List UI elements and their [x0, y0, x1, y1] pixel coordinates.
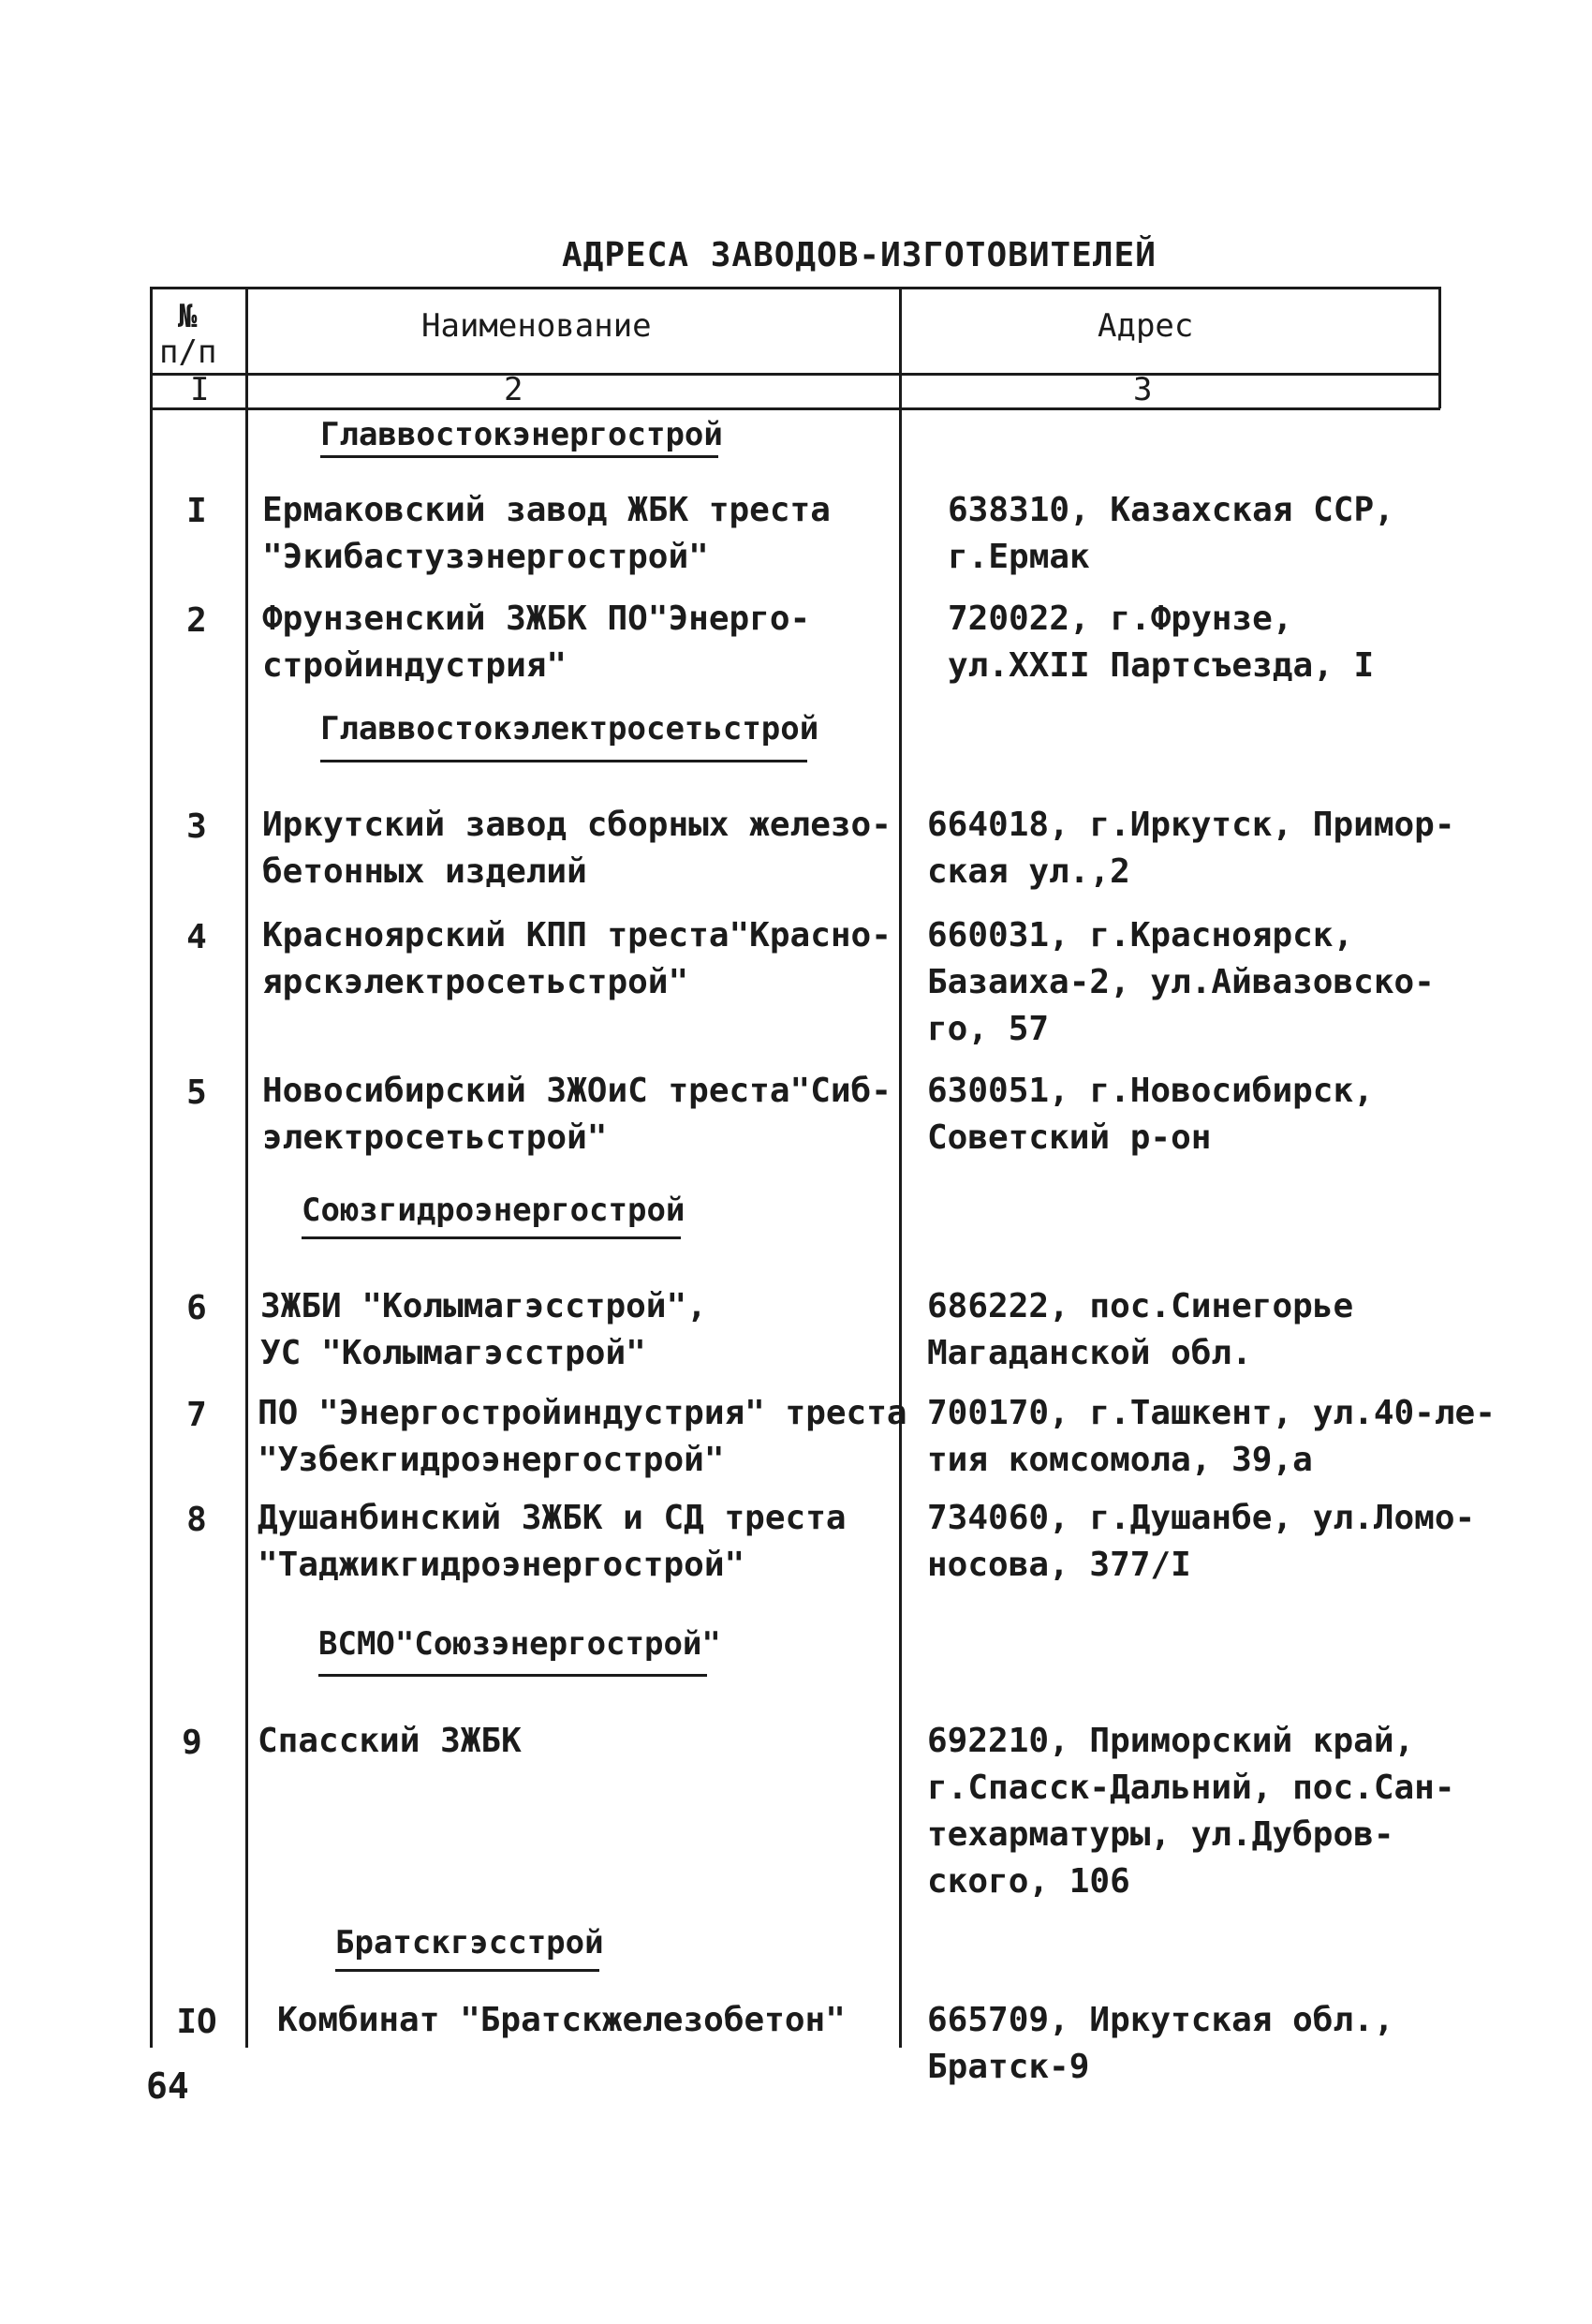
- row-name: Ермаковский завод ЖБК треста "Экибастузэнергострой": [262, 491, 831, 576]
- column-numbers-divider: [153, 407, 1440, 410]
- row-name: Красноярский КПП треста"Красно- ярскэлектросетьстрой": [262, 916, 892, 1001]
- page-number: 64: [146, 2065, 189, 2107]
- row-number: 4: [186, 918, 207, 956]
- row-name: ПО "Энергостройиндустрия" треста "Узбекгидроэнергострой": [258, 1394, 907, 1479]
- group-underline: [320, 760, 807, 762]
- row-name: Душанбинский ЗЖБК и СД треста "Таджикгидроэнергострой": [258, 1499, 847, 1584]
- group-heading: Братскгэсстрой: [335, 1924, 604, 1961]
- row-address: 638310, Казахская ССР, г.Ермак: [948, 491, 1394, 576]
- row-address: 664018, г.Иркутск, Примор- ская ул.,2: [927, 806, 1455, 891]
- row-name: Спасский ЗЖБК: [258, 1722, 522, 1760]
- row-address: 630051, г.Новосибирск, Советский р-он: [927, 1072, 1374, 1157]
- col1-divider: [245, 287, 248, 2048]
- row-name: Комбинат "Братскжелезобетон": [277, 2001, 846, 2039]
- row-number: 5: [186, 1073, 207, 1112]
- row-number: 3: [186, 807, 207, 846]
- row-name: Иркутский завод сборных железо- бетонных изделий: [262, 806, 892, 891]
- row-name: Новосибирский ЗЖОиС треста"Сиб- электросетьстрой": [262, 1072, 892, 1157]
- group-underline: [318, 1674, 707, 1677]
- header-number-top: №: [178, 298, 198, 335]
- header-name: Наименование: [421, 307, 652, 345]
- table-right-border: [1438, 287, 1441, 408]
- row-address: 720022, г.Фрунзе, ул.XXII Партсъезда, I: [948, 600, 1375, 685]
- table-top-border: [153, 287, 1440, 289]
- row-number: IO: [176, 2003, 217, 2041]
- row-address: 734060, г.Душанбе, ул.Ломо- носова, 377/I: [927, 1499, 1476, 1584]
- table-left-border: [150, 287, 153, 2048]
- header-divider: [153, 373, 1440, 376]
- row-address: 692210, Приморский край, г.Спасск-Дальний, пос.Сан- техарматуры, ул.Дубров- ского, 106: [927, 1722, 1455, 1901]
- row-address: 660031, г.Красноярск, Базаиха-2, ул.Айвазовско- го, 57: [927, 916, 1435, 1048]
- document-title: АДРЕСА ЗАВОДОВ-ИЗГОТОВИТЕЛЕЙ: [562, 236, 1157, 274]
- col2-divider: [899, 287, 902, 2048]
- column-number-2: 2: [504, 371, 523, 408]
- header-number-bottom: п/п: [159, 333, 217, 371]
- row-number: 9: [182, 1724, 202, 1762]
- row-name: ЗЖБИ "Колымагэсстрой", УС "Колымагэсстрой": [260, 1287, 707, 1372]
- group-heading: Главвостокэнергострой: [320, 416, 723, 453]
- row-name: Фрунзенский ЗЖБК ПО"Энерго- стройиндустрия": [262, 600, 811, 685]
- row-address: 665709, Иркутская обл., Братск-9: [927, 2001, 1394, 2086]
- group-underline: [335, 1969, 599, 1972]
- header-address: Адрес: [1098, 307, 1194, 345]
- group-heading: Главвостокэлектросетьстрой: [320, 710, 819, 748]
- row-address: 686222, пос.Синегорье Магаданской обл.: [927, 1287, 1354, 1372]
- column-number-3: 3: [1133, 371, 1153, 408]
- row-address: 700170, г.Ташкент, ул.40-ле- тия комсомола, 39,а: [927, 1394, 1496, 1479]
- row-number: 7: [186, 1396, 207, 1434]
- group-underline: [302, 1236, 681, 1239]
- row-number: 6: [186, 1289, 207, 1327]
- row-number: 8: [186, 1501, 207, 1539]
- group-heading: Союзгидроэнергострой: [302, 1192, 685, 1229]
- group-heading: ВСМО"Союзэнергострой": [318, 1625, 721, 1663]
- column-number-1: I: [190, 371, 210, 408]
- row-number: I: [186, 492, 207, 530]
- group-underline: [320, 455, 718, 458]
- row-number: 2: [186, 601, 207, 640]
